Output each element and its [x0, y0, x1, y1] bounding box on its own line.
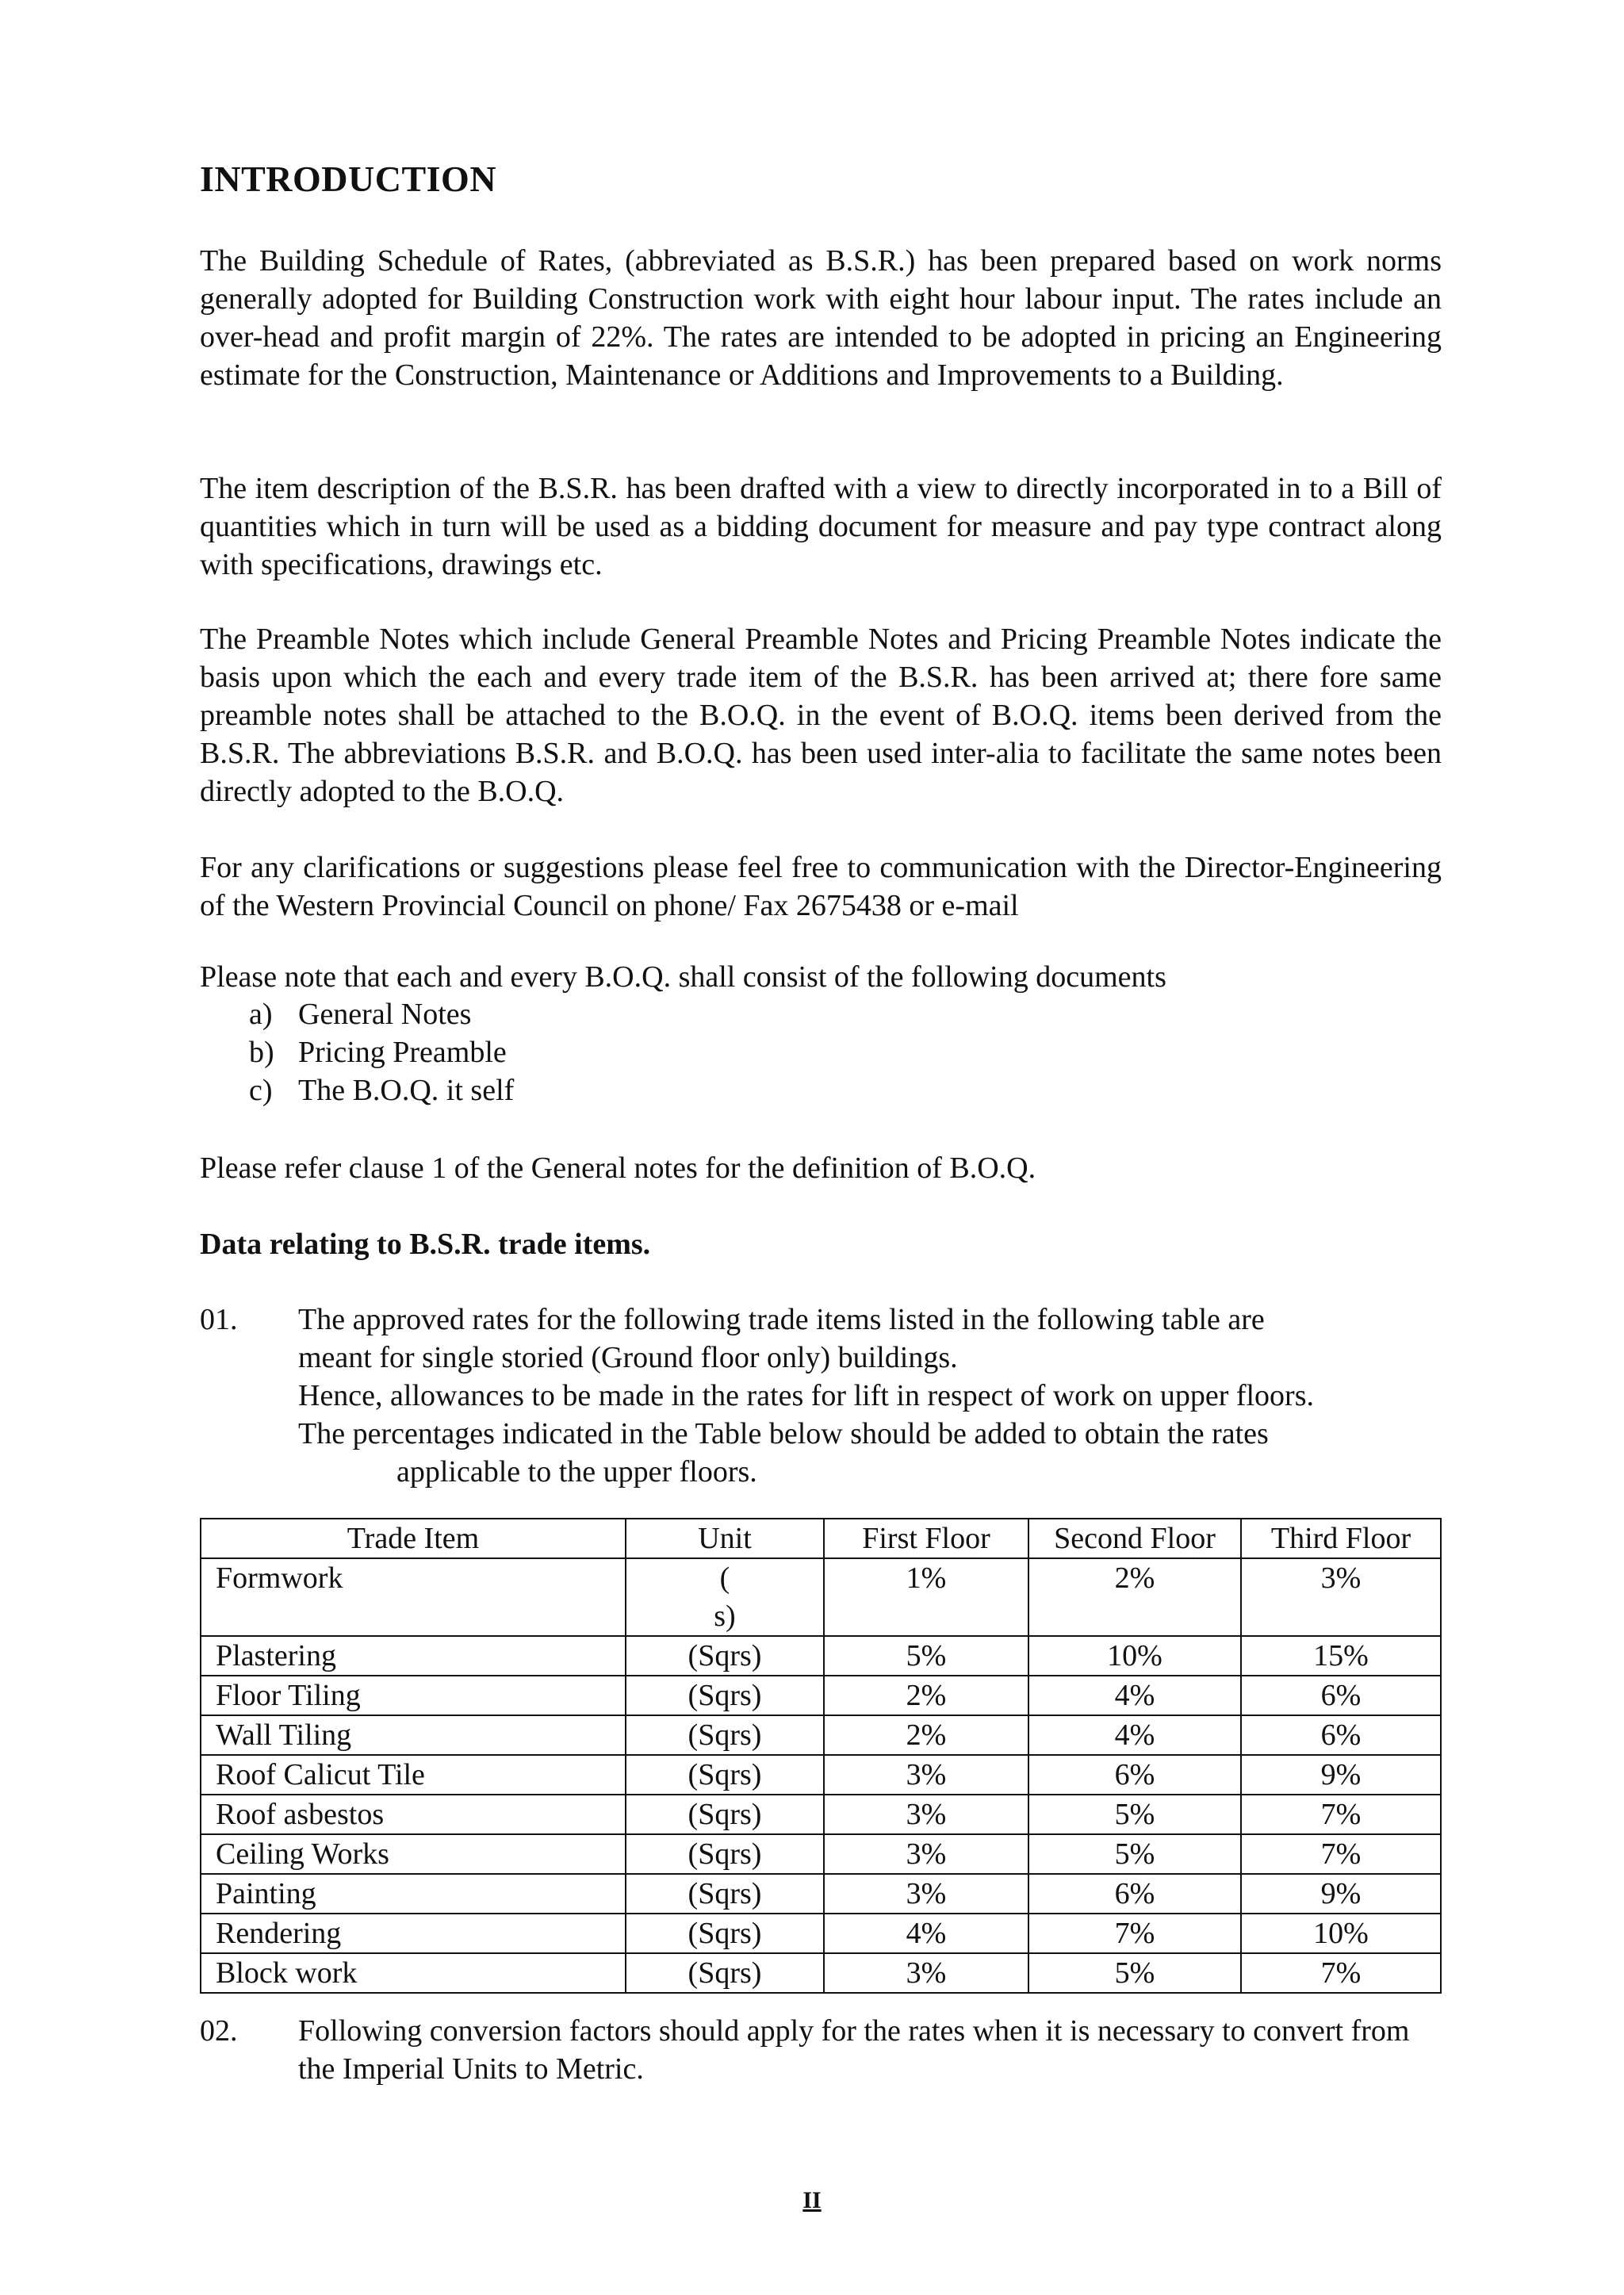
cell-first: 3% — [824, 1755, 1028, 1795]
cell-first: 3% — [824, 1795, 1028, 1834]
cell-unit: (Sqrs) — [626, 1715, 824, 1755]
cell-item: Block work — [201, 1953, 626, 1993]
cell-third: 6% — [1241, 1676, 1441, 1715]
item-02 — [200, 2012, 1442, 2088]
header-first-floor: First Floor — [824, 1519, 1028, 1558]
cell-third: 7% — [1241, 1953, 1441, 1993]
cell-item: Roof Calicut Tile — [201, 1755, 626, 1795]
table-row — [201, 1914, 1441, 1953]
table-row — [201, 1834, 1441, 1874]
list-item: b) Pricing Preamble — [249, 1036, 507, 1069]
cell-unit: ( s) — [626, 1558, 824, 1636]
item-number: 02. — [200, 2014, 238, 2048]
cell-item: Ceiling Works — [201, 1834, 626, 1874]
cell-item: Plastering — [201, 1636, 626, 1676]
table-row — [201, 1558, 1441, 1636]
item-01-line: The percentages indicated in the Table below should be added to obtain the rates — [298, 1417, 1269, 1450]
table-row — [201, 1715, 1441, 1755]
header-third-floor: Third Floor — [1241, 1519, 1441, 1558]
cell-item: Painting — [201, 1874, 626, 1914]
page-heading: INTRODUCTION — [200, 159, 497, 199]
cell-first: 3% — [824, 1874, 1028, 1914]
cell-unit: (Sqrs) — [626, 1953, 824, 1993]
cell-second: 2% — [1028, 1558, 1241, 1636]
cell-second: 4% — [1028, 1715, 1241, 1755]
cell-third: 15% — [1241, 1636, 1441, 1676]
documents-list — [249, 995, 514, 1109]
page-number: II — [802, 2187, 822, 2213]
cell-item: Rendering — [201, 1914, 626, 1953]
cell-first: 2% — [824, 1676, 1028, 1715]
item-01-line: meant for single storied (Ground floor only) buildings. — [298, 1341, 958, 1374]
section-subheading: Data relating to B.S.R. trade items. — [200, 1228, 651, 1261]
cell-unit: (Sqrs) — [626, 1755, 824, 1795]
cell-unit: (Sqrs) — [626, 1874, 824, 1914]
cell-third: 9% — [1241, 1874, 1441, 1914]
cell-unit: (Sqrs) — [626, 1914, 824, 1953]
cell-item: Roof asbestos — [201, 1795, 626, 1834]
cell-second: 4% — [1028, 1676, 1241, 1715]
upper-floor-allowance-table — [200, 1518, 1442, 1994]
cell-unit: (Sqrs) — [626, 1636, 824, 1676]
intro-paragraph-1: The Building Schedule of Rates, (abbreviated as B.S.R.) has been prepared based on work norms generally adopted for Building Construction work with eight hour labour input. The rates include an over-head and profit margin of 22%. The rates are intended to be adopted in pricing an Engineering estimate for the Construction, Maintenance or Additions and Improvements to a Building. — [200, 244, 1442, 392]
cell-first: 4% — [824, 1914, 1028, 1953]
list-item: a) General Notes — [249, 998, 472, 1031]
table-row — [201, 1874, 1441, 1914]
cell-item: Formwork — [201, 1558, 626, 1636]
cell-second: 6% — [1028, 1755, 1241, 1795]
documents-intro: Please note that each and every B.O.Q. shall consist of the following documents — [200, 960, 1166, 994]
cell-third: 7% — [1241, 1834, 1441, 1874]
table-row — [201, 1636, 1441, 1676]
cell-unit: (Sqrs) — [626, 1676, 824, 1715]
table-header-row — [201, 1519, 1441, 1558]
cell-second: 5% — [1028, 1795, 1241, 1834]
cell-third: 6% — [1241, 1715, 1441, 1755]
cell-second: 5% — [1028, 1834, 1241, 1874]
refer-note: Please refer clause 1 of the General notes for the definition of B.O.Q. — [200, 1151, 1036, 1185]
item-01-line: Hence, allowances to be made in the rates for lift in respect of work on upper floors. — [298, 1379, 1314, 1412]
cell-second: 7% — [1028, 1914, 1241, 1953]
cell-third: 9% — [1241, 1755, 1441, 1795]
item-number: 01. — [200, 1303, 238, 1336]
cell-third: 3% — [1241, 1558, 1441, 1636]
list-item: c) The B.O.Q. it self — [249, 1074, 515, 1107]
table-row — [201, 1953, 1441, 1993]
cell-second: 6% — [1028, 1874, 1241, 1914]
cell-second: 10% — [1028, 1636, 1241, 1676]
intro-paragraph-3: The Preamble Notes which include General Preamble Notes and Pricing Preamble Notes indicate the basis upon which the each and every trade item of the B.S.R. has been arrived at; there fore same preamble notes shall be attached to the B.O.Q. in the event of B.O.Q. items been derived from the B.S.R. The abbreviations B.S.R. and B.O.Q. has been used inter-alia to facilitate the same notes been directly adopted to the B.O.Q. — [200, 623, 1442, 808]
cell-first: 3% — [824, 1834, 1028, 1874]
header-second-floor: Second Floor — [1028, 1519, 1241, 1558]
cell-unit: (Sqrs) — [626, 1834, 824, 1874]
cell-second: 5% — [1028, 1953, 1241, 1993]
cell-first: 5% — [824, 1636, 1028, 1676]
cell-item: Floor Tiling — [201, 1676, 626, 1715]
cell-unit: (Sqrs) — [626, 1795, 824, 1834]
table-row — [201, 1755, 1441, 1795]
cell-item: Wall Tiling — [201, 1715, 626, 1755]
header-trade-item: Trade Item — [201, 1519, 626, 1558]
intro-paragraph-2: The item description of the B.S.R. has been drafted with a view to directly incorporated in to a Bill of quantities which in turn will be used as a bidding document for measure and pay type contract along with specifications, drawings etc. — [200, 472, 1442, 581]
cell-first: 3% — [824, 1953, 1028, 1993]
cell-first: 1% — [824, 1558, 1028, 1636]
item-01 — [200, 1301, 1442, 1491]
item-01-line: The approved rates for the following trade items listed in the following table are — [298, 1303, 1265, 1336]
cell-first: 2% — [824, 1715, 1028, 1755]
table-row — [201, 1795, 1441, 1834]
table-row — [201, 1676, 1441, 1715]
item-02-text: Following conversion factors should apply for the rates when it is necessary to convert from the Imperial Units to Metric. — [298, 2014, 1410, 2086]
item-01-line: applicable to the upper floors. — [396, 1455, 757, 1488]
contact-paragraph: For any clarifications or suggestions please feel free to communication with the Director-Engineering of the Western Provincial Council on phone/ Fax 2675438 or e-mail — [200, 851, 1442, 922]
cell-third: 7% — [1241, 1795, 1441, 1834]
cell-third: 10% — [1241, 1914, 1441, 1953]
header-unit: Unit — [626, 1519, 824, 1558]
